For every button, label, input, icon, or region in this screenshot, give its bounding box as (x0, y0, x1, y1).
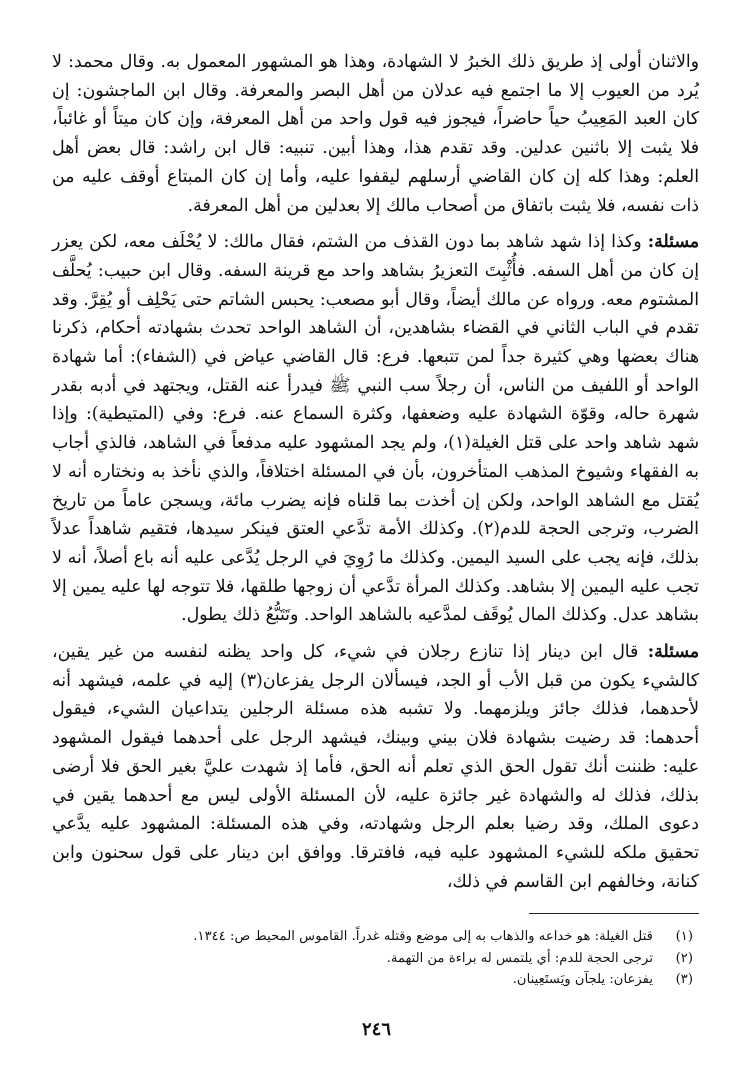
footnote-number: (١) (675, 929, 693, 944)
paragraph-3 (52, 638, 699, 896)
page-number: ٢٤٦ (361, 1019, 391, 1040)
footnote-text: يفزعان: يلجآن ويَستَعِينان. (512, 972, 653, 987)
paragraph-2 (52, 228, 699, 630)
paragraph-heading: مسئلة: (647, 642, 699, 663)
paragraph-text: والاثنان أولى إذ طريق ذلك الخبرُ لا الشهادة، وهذا هو المشهور المعمول به. وقال محمد: لا يُرد من العيوب إلا ما اجتمع فيه عدلان من أهل البصر والمعرفة. وقال ابن الماجشون: إن كان العبد المَعِيبُ حياً حاضراً، فيجوز فيه قول واحد من أهل المعرفة، وإن كان ميتاً أو غائباً، فلا يثبت إلا باثنين عدلين. وقد تقدم هذا، وهذا أبين. تنبيه: قال ابن راشد: قال بعض أهل العلم: وهذا كله إن كان القاضي أرسلهم ليقفوا عليه، وأما إن كان المبتاع أوقف عليه من ذات نفسه، فلا يثبت باتفاق من أصحاب مالك إلا بعدلين من أهل المعرفة. (52, 52, 699, 216)
footnote-item (52, 926, 693, 948)
footnote-text: ترجى الحجة للدم: أي يلتمس له براءة من التهمة. (386, 950, 653, 966)
footnote-item (52, 969, 693, 991)
paragraph-text: قال ابن دينار إذا تنازع رجلان في شيء، كل واحد يظنه لنفسه من غير يقين، كالشيء يكون من قبل الأب أو الجد، فيسألان الرجل يفزعان(٣) إليه في علمه، فيشهد أنه لأحدهما، فذلك جائز ويلزمهما. ولا تشبه هذه مسئلة الرجلين يتداعيان الشيء، فيقول أحدهما: قد رضيت بشهادة فلان بيني وبينك، فيشهد الرجل على أحدهما فيقول المشهود عليه: ظننت أنك تقول الحق الذي تعلم أنه الحق، فأما إذ شهدت عليَّ بغير الحق فلا أرضى بذلك، فذلك له والشهادة غير جائزة عليه، لأن المسئلة الأولى ليس مع أحدهما يقين في دعوى الملك، وقد رضيا بعلم الرجل وشهادته، وفي هذه المسئلة: المشهود عليه يدَّعي تحقيق ملكه للشيء المشهود عليه فيه، فافترقا. ووافق ابن دينار على قول سحنون وابن كنانة، وخالفهم ابن القاسم في ذلك، (52, 642, 699, 892)
footnotes (52, 926, 693, 991)
paragraph-text: وكذا إذا شهد شاهد بما دون القذف من الشتم، فقال مالك: لا يُحْلَف معه، لكن يعزر إن كان من أهل السفه. فأُثْبِتَ التعزيرُ بشاهد واحد مع قرينة السفه. وقال ابن حبيب: يُحلَّف المشتوم معه. ورواه عن مالك أيضاً، وقال أبو مصعب: يحبس الشاتم حتى يَحْلِف أو يُقِرَّ. وقد تقدم في الباب الثاني في القضاء بشاهدين، أن الشاهد الواحد تحدث بشهادته أحكام، ذكرنا هناك بعضها وهي كثيرة جداً لمن تتبعها. فرع: قال القاضي عياض في (الشفاء): أما شهادة الواحد أو اللفيف من الناس، أن رجلاً سب النبي ﷺ فيدرأ عنه القتل، ويجتهد في أدبه بقدر شهرة حاله، وقوّة الشهادة عليه وضعفها، وكثرة السماع عنه. فرع: وفي (المتيطية): وإذا شهد شاهد واحد على قتل الغيلة(١)، ولم يجد المشهود عليه مدفعاً في الشاهد، فالذي أجاب به الفقهاء وشيوخ المذهب المتأخرون، بأن في المسئلة اختلافاً، والذي نأخذ به ونختاره أنه لا يُقتل مع الشاهد الواحد، ولكن إن أخذت بما قلناه فإنه يضرب مائة، ويسجن عاماً من تاريخ الضرب، وترجى الحجة للدم(٢). وكذلك الأمة تدَّعي العتق فينكر سيدها، فتقيم شاهداً عدلاً بذلك، فإنه يجب على السيد اليمين. وكذلك ما رُوِيَ في الرجل يُدَّعى عليه أنه باع أصلاً، أنه لا تجب عليه اليمين إلا بشاهد. وكذلك المرأة تدَّعي أن زوجها طلقها، فلا تتوجه لها عليه يمين إلا بشاهد عدل. وكذلك المال يُوقَف لمدَّعيه بالشاهد الواحد. وتَتَبُّعُ ذلك يطول. (52, 232, 699, 626)
footnote-number: (٢) (675, 950, 693, 966)
footnote-separator (529, 913, 699, 914)
footnote-item (52, 948, 693, 970)
footnote-number: (٣) (675, 972, 693, 987)
footnote-text: قتل الغيلة: هو خداعه والذهاب به إلى موضع وقتله غدراً. القاموس المحيط ص: ١٣٤٤. (193, 929, 653, 944)
paragraph-1 (52, 48, 699, 220)
paragraph-heading: مسئلة: (647, 232, 699, 253)
